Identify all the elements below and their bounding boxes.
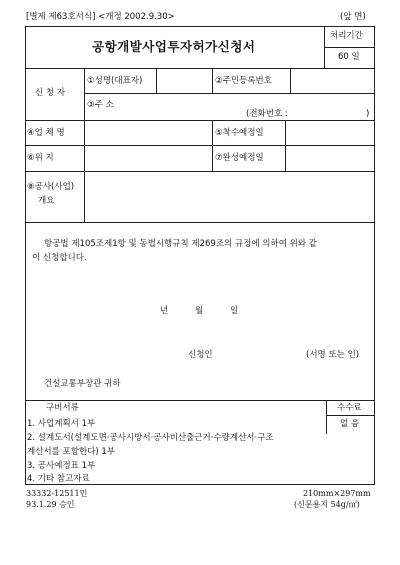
documents-header: 구비서류	[46, 403, 79, 413]
applicant-section-label: 신 청 자	[35, 88, 66, 98]
start-date-label: ⑤착수예정일	[215, 128, 264, 138]
footer-approval: 93.1.29 승인	[26, 500, 75, 509]
signature-label: (서명 또는 인)	[306, 350, 360, 360]
footer-code: 33332-12511민	[26, 489, 88, 498]
date-month-label: 월	[195, 306, 204, 316]
company-name-label: ④업 체 명	[27, 128, 65, 138]
document-item: 1. 사업계획서 1부	[27, 419, 96, 429]
document-item: 계산서를 포함한다) 1부	[27, 447, 116, 457]
document-item: 4. 기타 참고자료	[27, 474, 90, 484]
applicant-sign-label: 신청인	[188, 350, 213, 360]
document-item: 3. 공사예정표 1부	[27, 461, 96, 471]
date-year-label: 년	[160, 306, 169, 316]
document-item: 2. 설계도서(설계도면·공사시방서·공사비산출근거·수량계산서·구조	[27, 433, 274, 443]
address-label: ③주 소	[87, 100, 114, 110]
name-label: ①성명(대표자)	[87, 76, 143, 86]
phone-close: )	[366, 109, 370, 119]
recipient: 건설교통부장관 귀하	[44, 379, 121, 389]
fee-value: 없 음	[340, 419, 360, 429]
date-day-label: 일	[230, 306, 239, 316]
fee-label: 수수료	[337, 403, 362, 413]
completion-date-label: ⑦완성예정일	[215, 153, 264, 163]
statement-line-1: 항공법 제105조제1항 및 동법시행규칙 제269조의 규정에 의하여 위와 같	[44, 239, 317, 249]
summary-label-1: ⑧공사(사업)	[27, 182, 75, 192]
summary-label-2: 개요	[38, 196, 55, 206]
processing-period-label: 처리기간	[330, 31, 363, 41]
form-number: [별제 제63호서식] <개정 2002.9.30>	[26, 12, 175, 22]
statement-line-2: 이 신청합니다.	[32, 253, 87, 263]
form-title: 공항개발사업투자허가신청서	[92, 39, 256, 54]
location-label: ⑥위 지	[27, 153, 54, 163]
side-note: (앞 면)	[340, 12, 366, 22]
paper-type: (신문용지 54g/㎡)	[294, 500, 360, 509]
resident-number-label: ②주민등록번호	[215, 76, 272, 86]
phone-label: (전화번호 :	[246, 109, 288, 119]
processing-period-value: 60 일	[338, 52, 360, 62]
paper-size: 210mm×297mm	[303, 489, 371, 498]
